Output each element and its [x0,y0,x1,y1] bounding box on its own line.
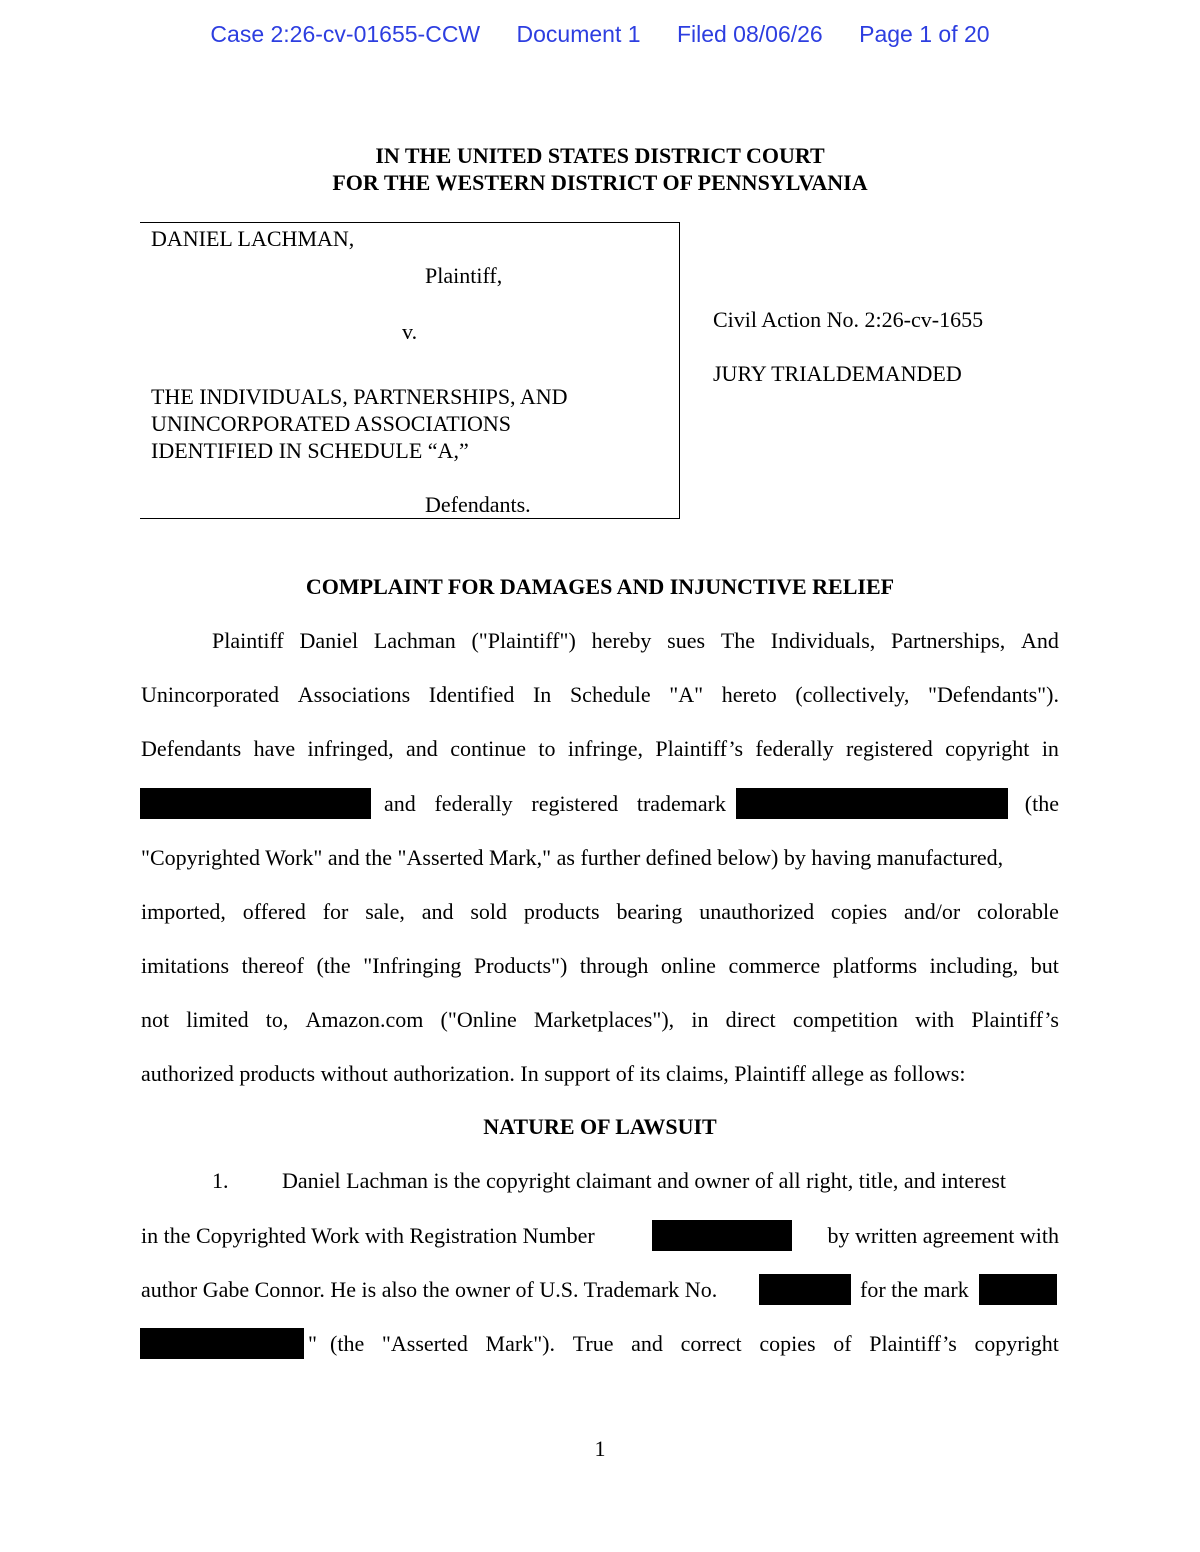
defendant-line-2: UNINCORPORATED ASSOCIATIONS [151,411,511,436]
word: Associations [297,682,411,707]
word: Individuals, [770,628,876,653]
word: registered [845,736,933,761]
word: Unincorporated [141,682,280,707]
case-caption-box [140,222,680,519]
word: hereby [591,628,652,653]
word: Marketplaces"), [533,1007,675,1032]
intro-line-7 [141,953,1059,979]
word: commerce [728,953,821,978]
word: in [1041,736,1059,761]
page-number: 1 [594,1436,606,1461]
word: "Infringing [363,953,462,978]
word: In [532,682,552,707]
word: Mark"). [485,1331,556,1356]
word: imported, [141,899,226,924]
word: (collectively, [795,682,910,707]
word: (the [316,953,351,978]
intro-line-6 [141,899,1059,925]
word: Partnerships, [891,628,1006,653]
word: offered [242,899,306,924]
para-1-line-2 [141,1220,1059,1253]
word: including, [929,953,1019,978]
word: and/or [903,899,961,924]
versus: v. [402,319,418,344]
word: sale, [365,899,405,924]
plaintiff-label: Plaintiff, [425,263,503,288]
word: "Defendants"). [928,682,1059,707]
jury-demand: JURY TRIALDEMANDED [713,361,962,386]
filed-date: Filed 08/06/26 [676,21,823,47]
defendant-line-3: IDENTIFIED IN SCHEDULE “A,” [151,438,469,463]
word: sues [667,628,706,653]
intro-line-3 [141,736,1059,762]
word: hereto [721,682,777,707]
intro-line-5: "Copyrighted Work" and the "Asserted Mark," as further defined below) by having manufactured, [141,845,1004,870]
court-line-2: FOR THE WESTERN DISTRICT OF PENNSYLVANIA [332,170,868,195]
complaint-title: COMPLAINT FOR DAMAGES AND INJUNCTIVE RELIEF [305,574,895,599]
word: Schedule [569,682,651,707]
word: and [384,791,416,816]
page-count: Page 1 of 20 [859,21,990,47]
intro-line-9: authorized products without authorization. In support of its claims, Plaintiff allege as follows: [141,1061,966,1086]
word: continue [450,736,526,761]
para-1-line-2-start: in the Copyrighted Work with Registration Number [141,1223,595,1248]
word: copies [759,1331,816,1356]
plaintiff-name: DANIEL LACHMAN, [151,226,355,251]
intro-line-4-end: (the [1024,791,1059,816]
word: and [631,1331,663,1356]
para-number: 1. [212,1168,229,1193]
word: and [406,736,438,761]
redaction-block [652,1220,792,1251]
word: Plaintiff [212,628,284,653]
word: and [421,899,454,924]
word: colorable [976,899,1059,924]
intro-line-2 [141,682,1059,708]
intro-line-1 [212,628,1059,654]
word: infringed, [307,736,394,761]
word: Products") [474,953,568,978]
defendant-line-1: THE INDIVIDUALS, PARTNERSHIPS, AND [151,384,568,409]
word: platforms [832,953,918,978]
closing-quote: " [308,1331,317,1356]
word: Amazon.com [305,1007,424,1032]
para-1-line-4-text [330,1331,1059,1357]
word: limited [186,1007,249,1032]
word: ("Online [440,1007,517,1032]
document-number: Document 1 [516,21,641,47]
word: federally [755,736,834,761]
word: "A" [669,682,704,707]
redaction-block [759,1274,851,1305]
word: thereof [241,953,304,978]
word: to [538,736,556,761]
word: Lachman [373,628,456,653]
word: ("Plaintiff") [471,628,576,653]
word: of [833,1331,852,1356]
word: unauthorized [699,899,815,924]
para-1-line-3-end: for the mark [860,1277,969,1302]
word: online [660,953,716,978]
redaction-block [979,1274,1057,1305]
section-heading: NATURE OF LAWSUIT [483,1114,717,1139]
word: to, [265,1007,289,1032]
word: not [141,1007,170,1032]
trademark-phrase [384,791,726,817]
para-1-line-4 [140,1328,1059,1361]
word: True [572,1331,614,1356]
word: sold [470,899,508,924]
para-1-line-3 [141,1274,1059,1307]
court-title [0,142,1200,196]
word: imitations [141,953,229,978]
para-1-line-2-end: by written agreement with [827,1223,1059,1248]
word: bearing [616,899,683,924]
redaction-block [736,788,1008,819]
case-number: Case 2:26-cv-01655-CCW [210,21,481,47]
intro-line-8 [141,1007,1059,1033]
word: direct [725,1007,776,1032]
word: copyright [974,1331,1059,1356]
word: registered [531,791,619,816]
word: Plaintiff’s [869,1331,957,1356]
para-1-text: Daniel Lachman is the copyright claimant and owner of all right, title, and interest [282,1168,1006,1193]
word: "Asserted [381,1331,468,1356]
word: competition [792,1007,898,1032]
redaction-block [140,788,371,819]
word: with [915,1007,955,1032]
word: Plaintiff’s [655,736,744,761]
word: copies [830,899,888,924]
word: Plaintiff’s [971,1007,1059,1032]
word: Daniel [299,628,359,653]
word: (the [330,1331,365,1356]
word: through [579,953,649,978]
word: federally [434,791,513,816]
para-1-line-3-start: author Gabe Connor. He is also the owner of U.S. Trademark No. [141,1277,718,1302]
word: Identified [428,682,515,707]
court-line-1: IN THE UNITED STATES DISTRICT COURT [375,143,825,168]
word: copyright [945,736,1030,761]
defendant-label: Defendants. [425,492,531,517]
word: Defendants [141,736,242,761]
word: correct [680,1331,742,1356]
redaction-block [140,1328,304,1359]
word: have [253,736,296,761]
word: products [523,899,600,924]
word: but [1030,953,1059,978]
word: The [720,628,756,653]
word: trademark [636,791,726,816]
word: in [691,1007,709,1032]
word: for [322,899,349,924]
case-header [0,21,1200,48]
civil-action-number: Civil Action No. 2:26-cv-1655 [713,307,984,332]
intro-line-4 [140,788,1059,821]
word: infringe, [567,736,644,761]
word: And [1021,628,1059,653]
